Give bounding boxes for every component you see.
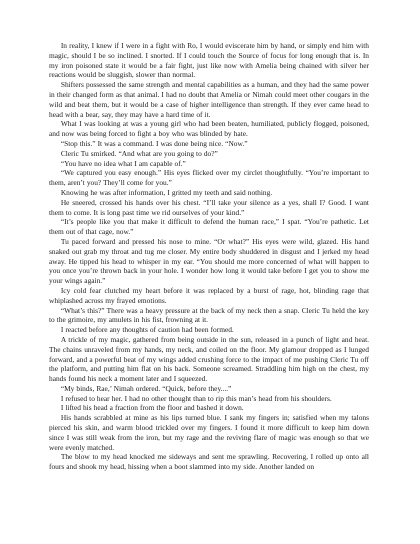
- paragraph: Cleric Tu smirked. “And what are you going to do?”: [60, 148, 218, 158]
- paragraph: A trickle of my magic, gathered from being outside in the sun, released in a punch of light and heat. The chains unraveled from my hands, my neck, and coiled on the floor. My glamour dropped as I lunged forward, and a powerful beat of my wings added crushing force to the impact of me pushing Cleric Tu off the platform, and putting him flat on his back. Someone screamed. Straddling him high on the chest, my hands found his neck a moment later and I squeezed.: [49, 334, 369, 384]
- paragraph: In reality, I knew if I were in a fight with Ro, I would eviscerate him by hand, or simply end him with magic, should I be so inclined. I snorted. If I could touch the Source of focus for long enough that is. In my iron poisoned state it would be a fair fight, just like now with Amelia being chained with silver her reactions would be sluggish, slower than normal.: [49, 41, 369, 80]
- page-text-body: [49, 41, 369, 472]
- paragraph: “You have no idea what I am capable of.”: [60, 158, 186, 168]
- paragraph: I reacted before any thoughts of caution had been formed.: [60, 325, 234, 335]
- paragraph: I lifted his head a fraction from the floor and bashed it down.: [60, 403, 244, 413]
- paragraph: “It’s people like you that make it difficult to defend the human race,” I spat. “You’re pathetic. Let them out of that cage, now.”: [49, 217, 369, 237]
- paragraph: Shifters possessed the same strength and mental capabilities as a human, and they had the same power in their changed form as that animal. I had no doubt that Amelia or Nimah could meet other cougars in the wild and beat them, but it would be a case of higher intelligence than strength. If they ever came head to head with a bear, say, they may have a hard time of it.: [49, 80, 369, 119]
- paragraph: Knowing he was after information, I gritted my teeth and said nothing.: [60, 187, 273, 197]
- paragraph: “We captured you easy enough.” His eyes flicked over my circlet thoughtfully. “You’re important to them, aren’t you? They’ll come for you.”: [49, 168, 369, 188]
- paragraph: He sneered, crossed his hands over his chest. “I’ll take your silence as a yes, shall I? Good. I want them to come. It is long past time we rid ourselves of your kind.”: [49, 197, 369, 217]
- paragraph: “Stop this.” It was a command. I was done being nice. “Now.”: [60, 138, 248, 148]
- paragraph: “My binds, Rae,’ Nimah ordered. “Quick, before they....”: [60, 383, 232, 393]
- paragraph: I refused to hear her. I had no other thought than to rip this man’s head from his shoulders.: [60, 393, 332, 403]
- paragraph: Tu paced forward and pressed his nose to mine. “Or what?” His eyes were wild, glazed. His hand snaked out grab my throat and tug me closer. My entire body shuddered in disgust and I jerked my head away. He tipped his head to whisper in my ear. “You should me more concerned of what will happen to you once you’re thrown back in your hole. I wonder how long it would take before I get you to show me your wings again.”: [49, 236, 369, 286]
- paragraph: What I was looking at was a young girl who had been beaten, humiliated, publicly flogged, poisoned, and now was being forced to fight a boy who was blinded by hate.: [49, 119, 369, 139]
- paragraph: “What’s this?” There was a heavy pressure at the back of my neck then a snap. Cleric Tu held the key to the grimoire, my amulets in his fist, frowning at it.: [49, 305, 369, 325]
- paragraph: The blow to my head knocked me sideways and sent me sprawling. Recovering, I rolled up onto all fours and shook my head, hissing when a boot slammed into my side. Another landed on: [49, 452, 369, 472]
- paragraph: His hands scrabbled at mine as his lips turned blue. I sank my fingers in; satisfied when my talons pierced his skin, and warm blood trickled over my fingers. I found it more difficult to keep him down since I was still weak from the iron, but my rage and the reviving flare of magic was enough so that we were evenly matched.: [49, 413, 369, 452]
- paragraph: Icy cold fear clutched my heart before it was replaced by a burst of rage, hot, blinding rage that whiplashed across my frayed emotions.: [49, 285, 369, 305]
